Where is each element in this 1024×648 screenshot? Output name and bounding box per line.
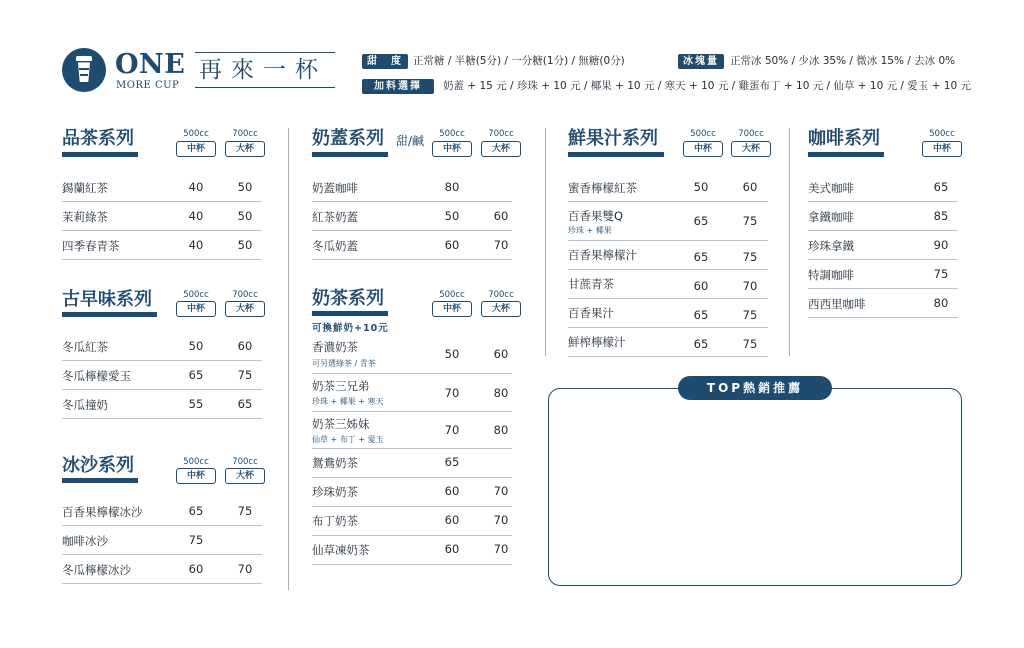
menu-row [62, 202, 262, 231]
size-large-badge: 大杯 [225, 141, 265, 157]
price-large: 70 [493, 484, 509, 498]
item-name: 布丁奶茶 [312, 514, 358, 528]
menu-row [62, 526, 262, 555]
ice-tag: 冰塊量 [678, 54, 724, 69]
price-medium: 65 [444, 455, 460, 469]
item-name: 百香果雙Q [568, 209, 624, 223]
size-large-badge: 大杯 [225, 468, 265, 484]
price-large: 70 [742, 279, 758, 293]
price-large: 75 [742, 214, 758, 228]
item-name: 鴛鴦奶茶 [312, 456, 358, 470]
section-underline [62, 478, 138, 483]
price-large: 70 [237, 562, 253, 576]
section-underline [312, 152, 388, 157]
section-title-naigai: 奶蓋系列 [312, 128, 384, 149]
sweetness-options: 正常糖 / 半糖(5分) / 一分糖(1分) / 無糖(0分) [413, 55, 625, 67]
price-medium: 65 [693, 250, 709, 264]
item-name: 四季春青茶 [62, 239, 120, 253]
item-name: 鮮榨檸檬汁 [568, 335, 626, 349]
size-medium-badge: 中杯 [432, 141, 472, 157]
price-medium: 65 [188, 368, 204, 382]
price-large: 75 [742, 250, 758, 264]
item-name: 百香果檸檬冰沙 [62, 505, 143, 519]
size-cc-500: 500cc [183, 129, 209, 139]
price-medium: 55 [188, 397, 204, 411]
price-medium: 90 [933, 238, 949, 252]
item-name: 冬瓜紅茶 [62, 340, 108, 354]
price-medium: 65 [933, 180, 949, 194]
price-medium: 60 [444, 238, 460, 252]
size-large-badge: 大杯 [225, 301, 265, 317]
price-large: 75 [742, 337, 758, 351]
price-large: 70 [493, 238, 509, 252]
price-medium: 60 [444, 542, 460, 556]
price-large: 50 [237, 209, 253, 223]
column-divider [545, 128, 546, 356]
menu-row [312, 536, 512, 565]
item-note: 仙草 + 布丁 + 愛玉 [312, 435, 384, 444]
price-medium: 65 [188, 504, 204, 518]
section-underline [62, 312, 157, 317]
menu-row [312, 449, 512, 478]
size-cc-500: 500cc [183, 457, 209, 467]
item-name: 西西里咖啡 [808, 297, 866, 311]
price-medium: 85 [933, 209, 949, 223]
item-name: 冬瓜檸檬冰沙 [62, 563, 131, 577]
section-underline [312, 311, 388, 316]
item-name: 奶蓋咖啡 [312, 181, 358, 195]
size-cc-500: 500cc [439, 290, 465, 300]
menu-row [312, 374, 512, 412]
section-title-pincha: 品茶系列 [62, 128, 134, 149]
item-note: 珍珠 + 椰果 [568, 226, 612, 235]
menu-row [62, 555, 262, 584]
price-large: 80 [493, 423, 509, 437]
item-name: 百香果汁 [568, 306, 614, 320]
price-medium: 50 [188, 339, 204, 353]
menu-row [568, 270, 768, 299]
menu-row [568, 202, 768, 241]
size-medium-badge: 中杯 [176, 141, 216, 157]
size-medium-badge: 中杯 [683, 141, 723, 157]
size-cc-500: 500cc [690, 129, 716, 139]
price-large: 70 [493, 513, 509, 527]
size-cc-700: 700cc [232, 457, 258, 467]
item-note: 可另選綠茶 / 青茶 [312, 359, 376, 368]
item-name: 拿鐵咖啡 [808, 210, 854, 224]
brand-chinese-name: 再來一杯 [195, 52, 335, 88]
sweetness-tag: 甜 度 [362, 54, 408, 69]
size-large-badge: 大杯 [481, 141, 521, 157]
price-large: 75 [742, 308, 758, 322]
addon-options: 奶蓋 + 15 元 / 珍珠 + 10 元 / 椰果 + 10 元 / 寒天 + 10 元 / 雞蛋布丁 + 10 元 / 仙草 + 10 元 / 愛玉 + 10 元 [443, 80, 971, 92]
price-medium: 40 [188, 180, 204, 194]
menu-row [62, 390, 262, 419]
section-note: 甜/鹹 [396, 134, 425, 148]
price-large: 70 [493, 542, 509, 556]
brand-name: ONE [115, 49, 186, 80]
size-medium-badge: 中杯 [176, 468, 216, 484]
price-medium: 50 [693, 180, 709, 194]
menu-row [312, 478, 512, 507]
price-large: 50 [237, 238, 253, 252]
top-recommendation-title: TOP熱銷推薦 [678, 376, 832, 400]
menu-row [568, 299, 768, 328]
size-large-badge: 大杯 [731, 141, 771, 157]
ice-options: 正常冰 50% / 少冰 35% / 微冰 15% / 去冰 0% [730, 55, 956, 67]
item-name: 甘蔗青茶 [568, 277, 614, 291]
menu-row [808, 173, 958, 202]
menu-row [808, 231, 958, 260]
size-cc-700: 700cc [488, 290, 514, 300]
item-name: 咖啡冰沙 [62, 534, 108, 548]
item-name: 蜜香檸檬紅茶 [568, 181, 637, 195]
menu-row [808, 289, 958, 318]
size-medium-badge: 中杯 [922, 141, 962, 157]
item-name: 香濃奶茶 [312, 340, 358, 354]
section-underline [568, 152, 664, 157]
section-title-naicha: 奶茶系列 [312, 288, 384, 309]
menu-row [62, 361, 262, 390]
size-cc-700: 700cc [232, 290, 258, 300]
section-title-xianguo: 鮮果汁系列 [568, 128, 658, 149]
menu-row [568, 241, 768, 270]
price-medium: 65 [693, 308, 709, 322]
section-title-bingsha: 冰沙系列 [62, 455, 134, 476]
section-underline [62, 152, 138, 157]
item-name: 美式咖啡 [808, 181, 854, 195]
item-name: 紅茶奶蓋 [312, 210, 358, 224]
price-large: 50 [237, 180, 253, 194]
item-name: 珍珠拿鐵 [808, 239, 854, 253]
price-medium: 40 [188, 238, 204, 252]
section-subnote: 可換鮮奶+10元 [312, 323, 389, 334]
item-name: 奶茶三姊妹 [312, 417, 370, 431]
item-name: 特調咖啡 [808, 268, 854, 282]
price-medium: 60 [693, 279, 709, 293]
menu-row [808, 202, 958, 231]
price-medium: 60 [444, 513, 460, 527]
column-divider [789, 128, 790, 356]
top-recommendation-box [548, 388, 962, 586]
menu-row [312, 336, 512, 374]
item-name: 錫蘭紅茶 [62, 181, 108, 195]
item-name: 奶茶三兄弟 [312, 379, 370, 393]
price-medium: 75 [188, 533, 204, 547]
menu-row [312, 173, 512, 202]
price-medium: 60 [444, 484, 460, 498]
menu-row [312, 507, 512, 536]
size-cc-700: 700cc [232, 129, 258, 139]
price-large: 60 [493, 347, 509, 361]
menu-row [312, 202, 512, 231]
price-large: 65 [237, 397, 253, 411]
column-divider [288, 128, 289, 590]
size-cc-500: 500cc [929, 129, 955, 139]
menu-row [62, 173, 262, 202]
item-name: 珍珠奶茶 [312, 485, 358, 499]
item-name: 冬瓜撞奶 [62, 398, 108, 412]
size-cc-700: 700cc [488, 129, 514, 139]
item-name: 冬瓜檸檬愛玉 [62, 369, 131, 383]
addon-tag: 加料選擇 [362, 79, 434, 94]
item-name: 茉莉綠茶 [62, 210, 108, 224]
brand-subtitle: MORE CUP [116, 80, 180, 91]
price-medium: 50 [444, 209, 460, 223]
section-title-kafei: 咖啡系列 [808, 128, 880, 149]
section-title-guzao: 古早味系列 [62, 289, 152, 310]
price-medium: 50 [444, 347, 460, 361]
size-cc-500: 500cc [183, 290, 209, 300]
price-large: 60 [237, 339, 253, 353]
section-underline [808, 152, 884, 157]
price-medium: 75 [933, 267, 949, 281]
menu-row [62, 231, 262, 260]
price-large: 75 [237, 504, 253, 518]
price-medium: 80 [444, 180, 460, 194]
price-large: 60 [493, 209, 509, 223]
item-name: 冬瓜奶蓋 [312, 239, 358, 253]
price-large: 80 [493, 386, 509, 400]
size-medium-badge: 中杯 [176, 301, 216, 317]
price-large: 75 [237, 368, 253, 382]
size-cc-500: 500cc [439, 129, 465, 139]
price-medium: 65 [693, 214, 709, 228]
menu-row [62, 497, 262, 526]
item-name: 百香果檸檬汁 [568, 248, 637, 262]
menu-row [808, 260, 958, 289]
price-medium: 80 [933, 296, 949, 310]
menu-row [568, 328, 768, 357]
price-medium: 60 [188, 562, 204, 576]
item-note: 珍珠 + 椰果 + 寒天 [312, 397, 384, 406]
logo-cup-icon [62, 48, 106, 92]
price-large: 60 [742, 180, 758, 194]
price-medium: 70 [444, 386, 460, 400]
price-medium: 65 [693, 337, 709, 351]
menu-row [312, 231, 512, 260]
item-name: 仙草凍奶茶 [312, 543, 370, 557]
price-medium: 70 [444, 423, 460, 437]
size-medium-badge: 中杯 [432, 301, 472, 317]
price-medium: 40 [188, 209, 204, 223]
size-cc-700: 700cc [738, 129, 764, 139]
size-large-badge: 大杯 [481, 301, 521, 317]
menu-row [312, 412, 512, 449]
menu-row [62, 332, 262, 361]
menu-row [568, 173, 768, 202]
